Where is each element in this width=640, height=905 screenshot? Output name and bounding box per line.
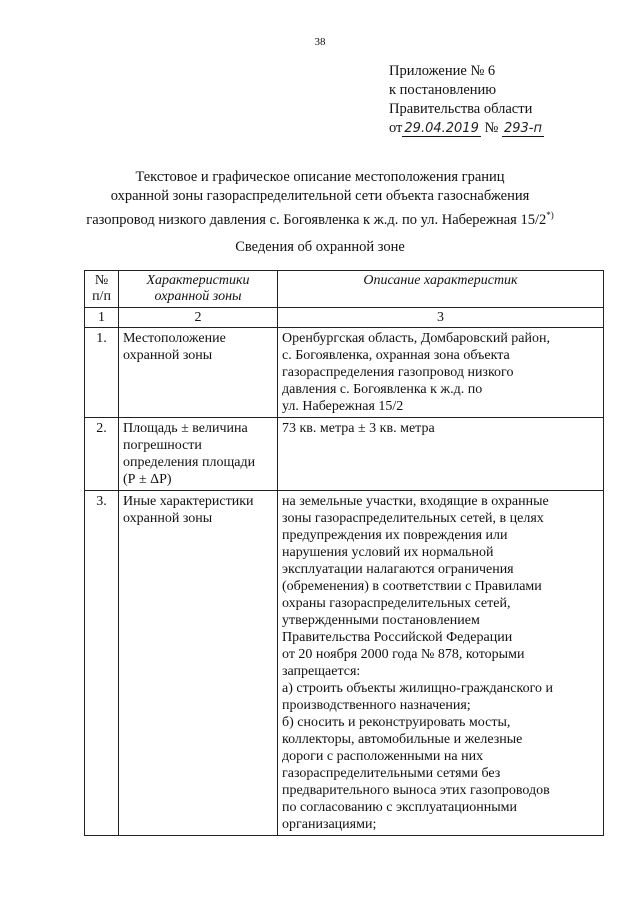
appendix-date-line: [389, 119, 544, 138]
column-number-1: 1: [85, 308, 119, 328]
header-description: Описание характеристик: [278, 271, 604, 308]
row-description: на земельные участки, входящие в охранные зоны газораспределительных сетей, в целях предупреждения их повреждения или нарушения условий их нормальной эксплуатации налагаются ограничения (обременения) в соответствии с Правилами охраны газораспределительных сетей, утвержденными постановлением Правительства Российской Федерации от 20 ноября 2000 года № 878, которыми запрещается: а) строить объекты жилищно-гражданского и производственного назначения; б) сносить и реконструировать мосты, коллекторы, автомобильные и железные дороги с расположенными на них газораспределительными сетями без предварительного выноса этих газопроводов по согласованию с эксплуатационными организациями;: [278, 491, 604, 836]
row-number: 3.: [85, 491, 119, 836]
page-number: 38: [314, 36, 326, 48]
row-description: 73 кв. метра ± 3 кв. метра: [278, 418, 604, 491]
table-row: [85, 491, 604, 836]
column-number-3: 3: [278, 308, 604, 328]
title-line-3: [60, 206, 580, 230]
appendix-header: [389, 62, 544, 138]
row-characteristic: Площадь ± величина погрешности определения площади (Р ± ΔР): [119, 418, 278, 491]
appendix-line-2: к постановлению: [389, 82, 497, 98]
header-characteristics: Характеристики охранной зоны: [119, 271, 278, 308]
header-number: № п/п: [85, 271, 119, 308]
appendix-line-3: Правительства области: [389, 101, 533, 117]
date-prefix: от: [389, 120, 403, 136]
title-line-2: охранной зоны газораспределительной сети объекта газоснабжения: [110, 188, 530, 204]
row-characteristic: Иные характеристики охранной зоны: [119, 491, 278, 836]
footnote-mark: *): [546, 210, 554, 220]
protection-zone-table: [84, 270, 604, 836]
column-numbers-row: [85, 308, 604, 328]
title-line-3-text: газопровод низкого давления с. Богоявленка к ж.д. по ул. Набережная 15/2: [86, 211, 547, 228]
section-subtitle: Сведения об охранной зоне: [235, 239, 405, 255]
row-characteristic: Местоположение охранной зоны: [119, 328, 278, 418]
title-line-1: Текстовое и графическое описание местоположения границ: [135, 169, 505, 185]
document-title: [60, 168, 580, 230]
table-row: [85, 418, 604, 491]
row-number: 1.: [85, 328, 119, 418]
table-row: [85, 328, 604, 418]
handwritten-number: 293-п: [503, 121, 542, 136]
column-number-2: 2: [119, 308, 278, 328]
handwritten-date: 29.04.2019: [404, 121, 479, 136]
row-number: 2.: [85, 418, 119, 491]
row-description: Оренбургская область, Домбаровский район, с. Богоявленка, охранная зона объекта газораспределения газопровод низкого давления с. Богоявленка к ж.д. по ул. Набережная 15/2: [278, 328, 604, 418]
table-header-row: [85, 271, 604, 308]
number-prefix: №: [484, 120, 499, 136]
appendix-line-1: Приложение № 6: [389, 63, 496, 79]
